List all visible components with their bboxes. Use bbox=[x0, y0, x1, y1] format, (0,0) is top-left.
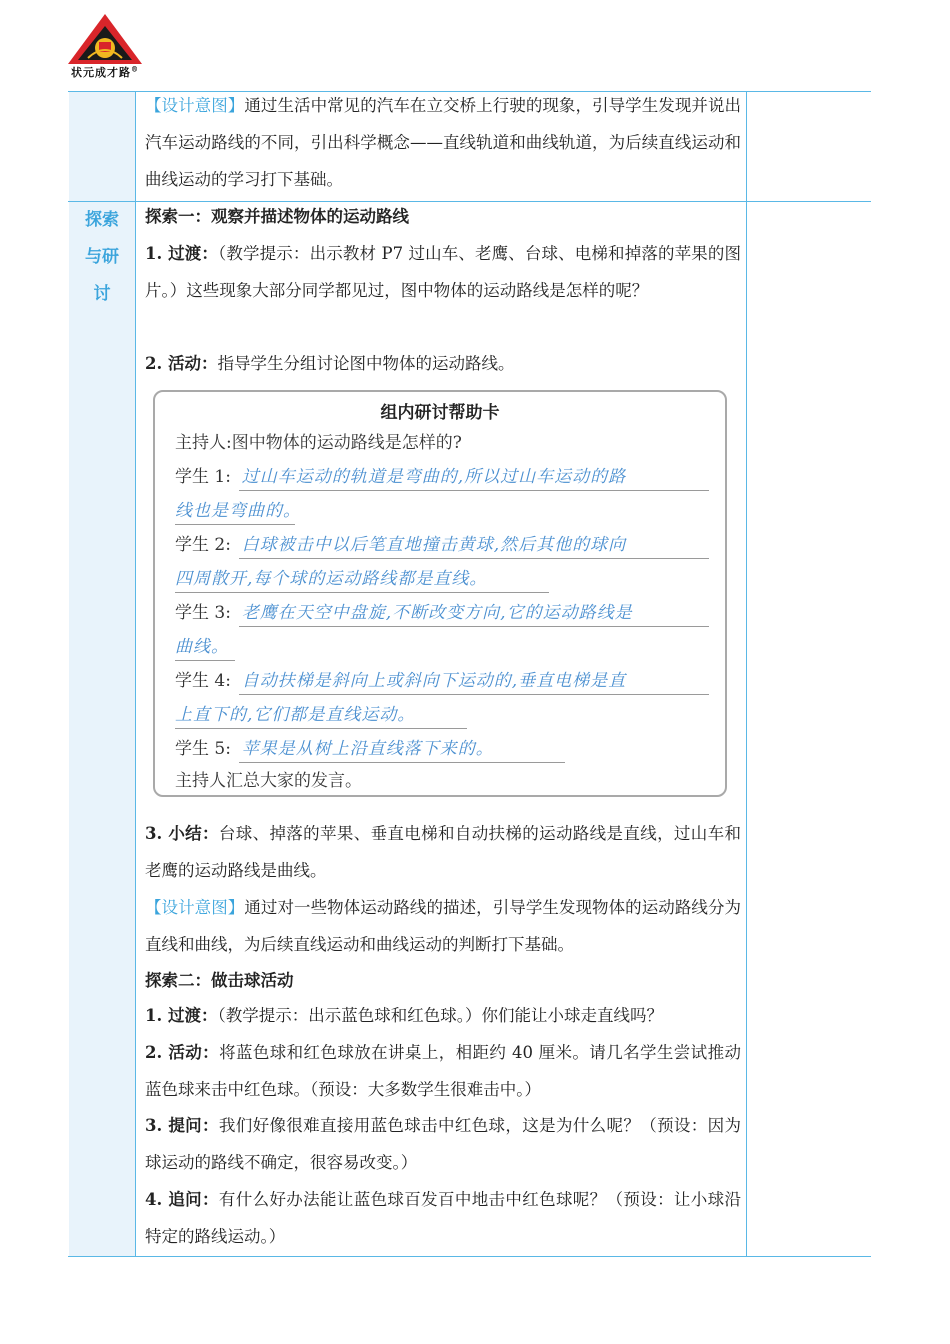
student-1-line-1: 学生 1: 过山车运动的轨道是弯曲的,所以过山车运动的路 bbox=[175, 467, 627, 487]
table-col-divider-right bbox=[746, 91, 747, 1257]
explore-1-title: 探索一：观察并描述物体的运动路线 bbox=[145, 207, 409, 226]
explore-1-step-1: 1. 过渡：（教学提示：出示教材 P7 过山车、老鹰、台球、电梯和掉落的苹果的图片。）这些现象大部分同学都见过，图中物体的运动路线是怎样的呢？ bbox=[145, 244, 741, 300]
design-intent-tag: 【设计意图】 bbox=[145, 96, 245, 115]
student-5-line: 学生 5: 苹果是从树上沿直线落下来的。 bbox=[175, 739, 494, 759]
student-4-line-2: 上直下的,它们都是直线运动。 bbox=[175, 705, 416, 725]
answer-underline bbox=[175, 524, 295, 525]
student-1-line-2: 线也是弯曲的。 bbox=[175, 501, 301, 521]
explore-2-step-2: 2. 活动：将蓝色球和红色球放在讲桌上，相距约 40 厘米。请几名学生尝试推动蓝色球来击中红色球。（预设：大多数学生很难击中。） bbox=[145, 1043, 741, 1099]
student-3-line-1: 学生 3: 老鹰在天空中盘旋,不断改变方向,它的运动路线是 bbox=[175, 603, 633, 623]
explore-2-title: 探索二：做击球活动 bbox=[145, 971, 294, 990]
side-column-top bbox=[69, 92, 135, 202]
answer-underline bbox=[175, 592, 549, 593]
table-col-divider-left bbox=[135, 91, 136, 1257]
table-bottom-border bbox=[68, 1256, 871, 1257]
answer-underline bbox=[239, 626, 709, 627]
answer-underline bbox=[239, 762, 565, 763]
help-card-title: 组内研讨帮助卡 bbox=[380, 403, 500, 423]
student-2-line-1: 学生 2: 白球被击中以后笔直地撞击黄球,然后其他的球向 bbox=[175, 535, 627, 555]
answer-underline bbox=[239, 558, 709, 559]
side-column-explore bbox=[69, 202, 135, 1256]
explore-2-step-4: 4. 追问：有什么好办法能让蓝色球百发百中地击中红色球呢？（预设：让小球沿特定的路线运动。） bbox=[145, 1190, 741, 1246]
side-label-explore: 探索 与研 讨 bbox=[85, 210, 119, 304]
help-card bbox=[153, 390, 727, 797]
student-2-line-2: 四周散开,每个球的运动路线都是直线。 bbox=[175, 569, 488, 589]
explore-1-summary: 3. 小结：台球、掉落的苹果、垂直电梯和自动扶梯的运动路线是直线，过山车和老鹰的运动路线是曲线。 bbox=[145, 824, 741, 880]
explore-2-step-3: 3. 提问：我们好像很难直接用蓝色球击中红色球，这是为什么呢？（预设：因为球运动的路线不确定，很容易改变。） bbox=[145, 1116, 741, 1172]
design-intent-1: 【设计意图】通过生活中常见的汽车在立交桥上行驶的现象，引导学生发现并说出汽车运动路线的不同，引出科学概念——直线轨道和曲线轨道，为后续直线运动和曲线运动的学习打下基础。 bbox=[145, 96, 742, 189]
host-summary: 主持人汇总大家的发言。 bbox=[175, 771, 362, 791]
answer-underline bbox=[175, 728, 467, 729]
student-3-line-2: 曲线。 bbox=[175, 637, 229, 657]
host-prompt: 主持人:图中物体的运动路线是怎样的? bbox=[175, 433, 462, 453]
student-4-line-1: 学生 4: 自动扶梯是斜向上或斜向下运动的,垂直电梯是直 bbox=[175, 671, 627, 691]
answer-underline bbox=[239, 694, 709, 695]
design-intent-2: 【设计意图】通过对一些物体运动路线的描述，引导学生发现物体的运动路线分为直线和曲线，为后续直线运动和曲线运动的判断打下基础。 bbox=[145, 898, 742, 954]
explore-1-step-2: 2. 活动：指导学生分组讨论图中物体的运动路线。 bbox=[145, 354, 515, 373]
design-intent-tag: 【设计意图】 bbox=[145, 898, 245, 917]
answer-underline bbox=[175, 660, 235, 661]
logo-text: 状元成才路® bbox=[71, 64, 139, 79]
answer-underline bbox=[239, 490, 709, 491]
explore-2-step-1: 1. 过渡：（教学提示：出示蓝色球和红色球。）你们能让小球走直线吗？ bbox=[145, 1006, 663, 1025]
